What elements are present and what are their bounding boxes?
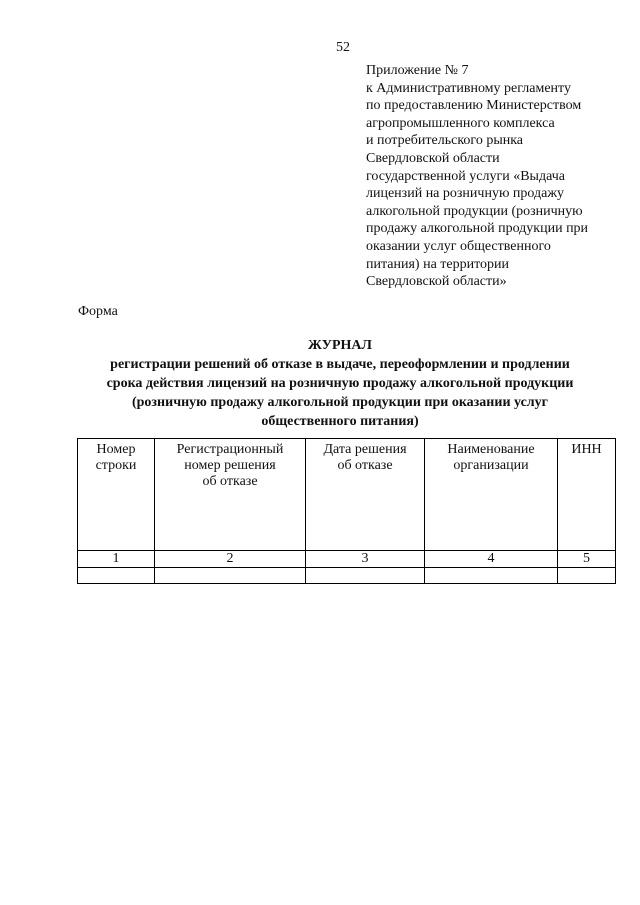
appendix-line: питания) на территории bbox=[366, 256, 510, 272]
appendix-line: по предоставлению Министерством bbox=[366, 98, 582, 114]
form-label: Форма bbox=[78, 304, 118, 319]
appendix-line: Приложение № 7 bbox=[366, 63, 469, 78]
journal-table bbox=[77, 438, 616, 584]
column-number: 5 bbox=[558, 551, 616, 568]
appendix-line: и потребительского рынка bbox=[366, 133, 524, 149]
table-header-row bbox=[78, 439, 616, 551]
journal-subtitle-line: общественного питания) bbox=[261, 414, 419, 429]
column-number: 2 bbox=[155, 551, 306, 568]
table-row bbox=[78, 568, 616, 584]
appendix-line: к Административному регламенту bbox=[366, 80, 571, 96]
appendix-line: алкогольной продукции (розничную bbox=[366, 203, 583, 219]
table-cell bbox=[78, 568, 155, 584]
table-cell bbox=[425, 568, 558, 584]
table-cell bbox=[558, 568, 616, 584]
journal-title bbox=[60, 336, 620, 431]
column-header-inn: ИНН bbox=[558, 439, 616, 551]
journal-heading: ЖУРНАЛ bbox=[308, 338, 372, 353]
appendix-line: государственной услуги «Выдача bbox=[366, 168, 565, 184]
column-header-registration-number: Регистрационный номер решения об отказе bbox=[155, 439, 306, 551]
journal-subtitle-line: (розничную продажу алкогольной продукции при оказании услуг bbox=[131, 395, 548, 410]
appendix-line: Свердловской области» bbox=[366, 274, 507, 290]
column-header-row-number: Номер строки bbox=[78, 439, 155, 551]
column-number: 4 bbox=[425, 551, 558, 568]
appendix-line: Свердловской области bbox=[366, 150, 500, 166]
column-number: 3 bbox=[306, 551, 425, 568]
table-cell bbox=[155, 568, 306, 584]
column-number-row bbox=[78, 551, 616, 568]
appendix-line: оказании услуг общественного bbox=[366, 238, 551, 254]
table-cell bbox=[306, 568, 425, 584]
appendix-line: агропромышленного комплекса bbox=[366, 115, 555, 131]
page-number: 52 bbox=[336, 40, 350, 55]
journal-subtitle-line: срока действия лицензий на розничную продажу алкогольной продукции bbox=[106, 376, 574, 391]
column-header-organization-name: Наименование организации bbox=[425, 439, 558, 551]
journal-subtitle-line: регистрации решений об отказе в выдаче, переоформлении и продлении bbox=[110, 357, 570, 372]
appendix-line: продажу алкогольной продукции при bbox=[366, 221, 589, 237]
column-header-decision-date: Дата решения об отказе bbox=[306, 439, 425, 551]
column-number: 1 bbox=[78, 551, 155, 568]
appendix-block bbox=[366, 62, 616, 291]
appendix-line: лицензий на розничную продажу bbox=[366, 186, 565, 202]
